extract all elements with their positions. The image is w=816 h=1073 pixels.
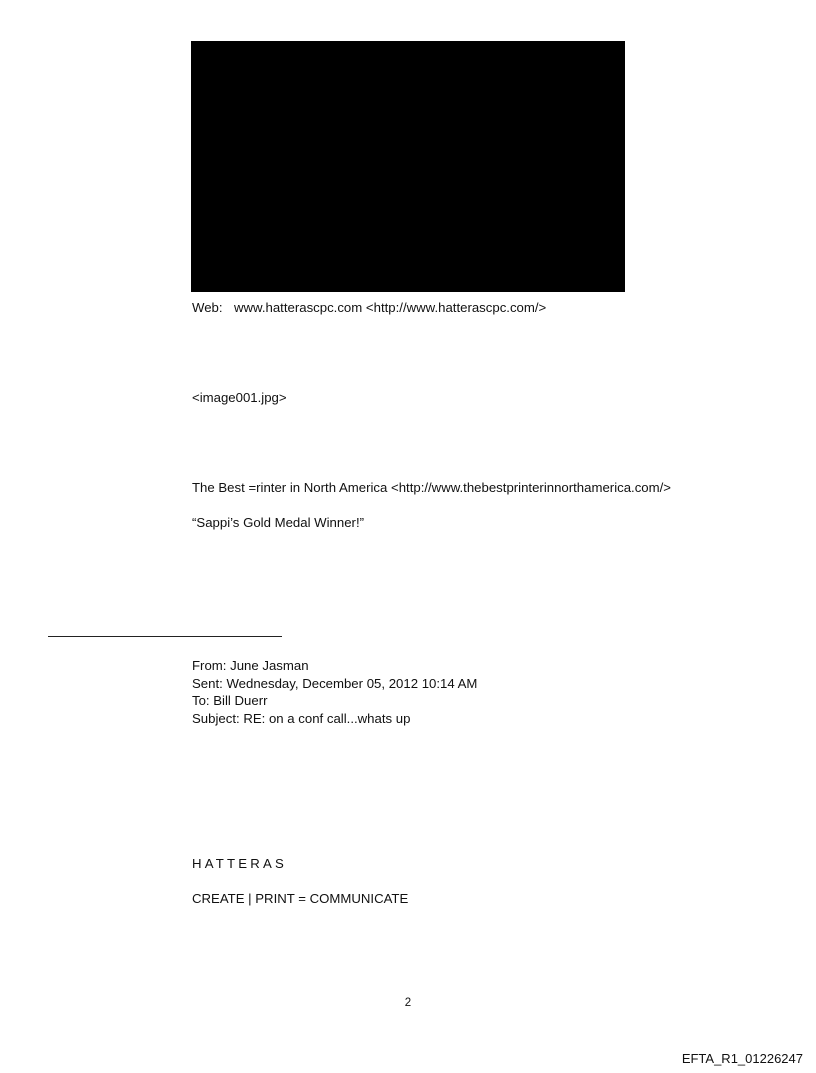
redacted-image-block — [191, 41, 625, 292]
web-label: Web: — [192, 300, 223, 315]
award-text: “Sappi’s Gold Medal Winner!” — [192, 515, 364, 530]
bates-number: EFTA_R1_01226247 — [681, 1051, 803, 1066]
sent-line: Sent: Wednesday, December 05, 2012 10:14 AM — [192, 675, 478, 691]
image-placeholder: <image001.jpg> — [192, 390, 287, 405]
from-line: From: June Jasman — [192, 658, 309, 673]
subject-line: Subject: RE: on a conf call...whats up — [192, 710, 411, 726]
to-line: To: Bill Duerr — [192, 693, 268, 708]
company-name: HATTERAS — [192, 856, 287, 871]
company-slogan: CREATE | PRINT = COMMUNICATE — [192, 891, 409, 906]
web-link[interactable]: www.hatterascpc.com <http://www.hatterascpc.com/> — [234, 300, 547, 315]
page-number: 2 — [404, 997, 412, 1009]
web-line — [192, 299, 546, 317]
forwarded-email-header — [192, 657, 477, 727]
best-printer-link[interactable]: The Best =rinter in North America <http://www.thebestprinterinnorthamerica.com/> — [192, 480, 671, 495]
separator-rule — [48, 636, 282, 637]
